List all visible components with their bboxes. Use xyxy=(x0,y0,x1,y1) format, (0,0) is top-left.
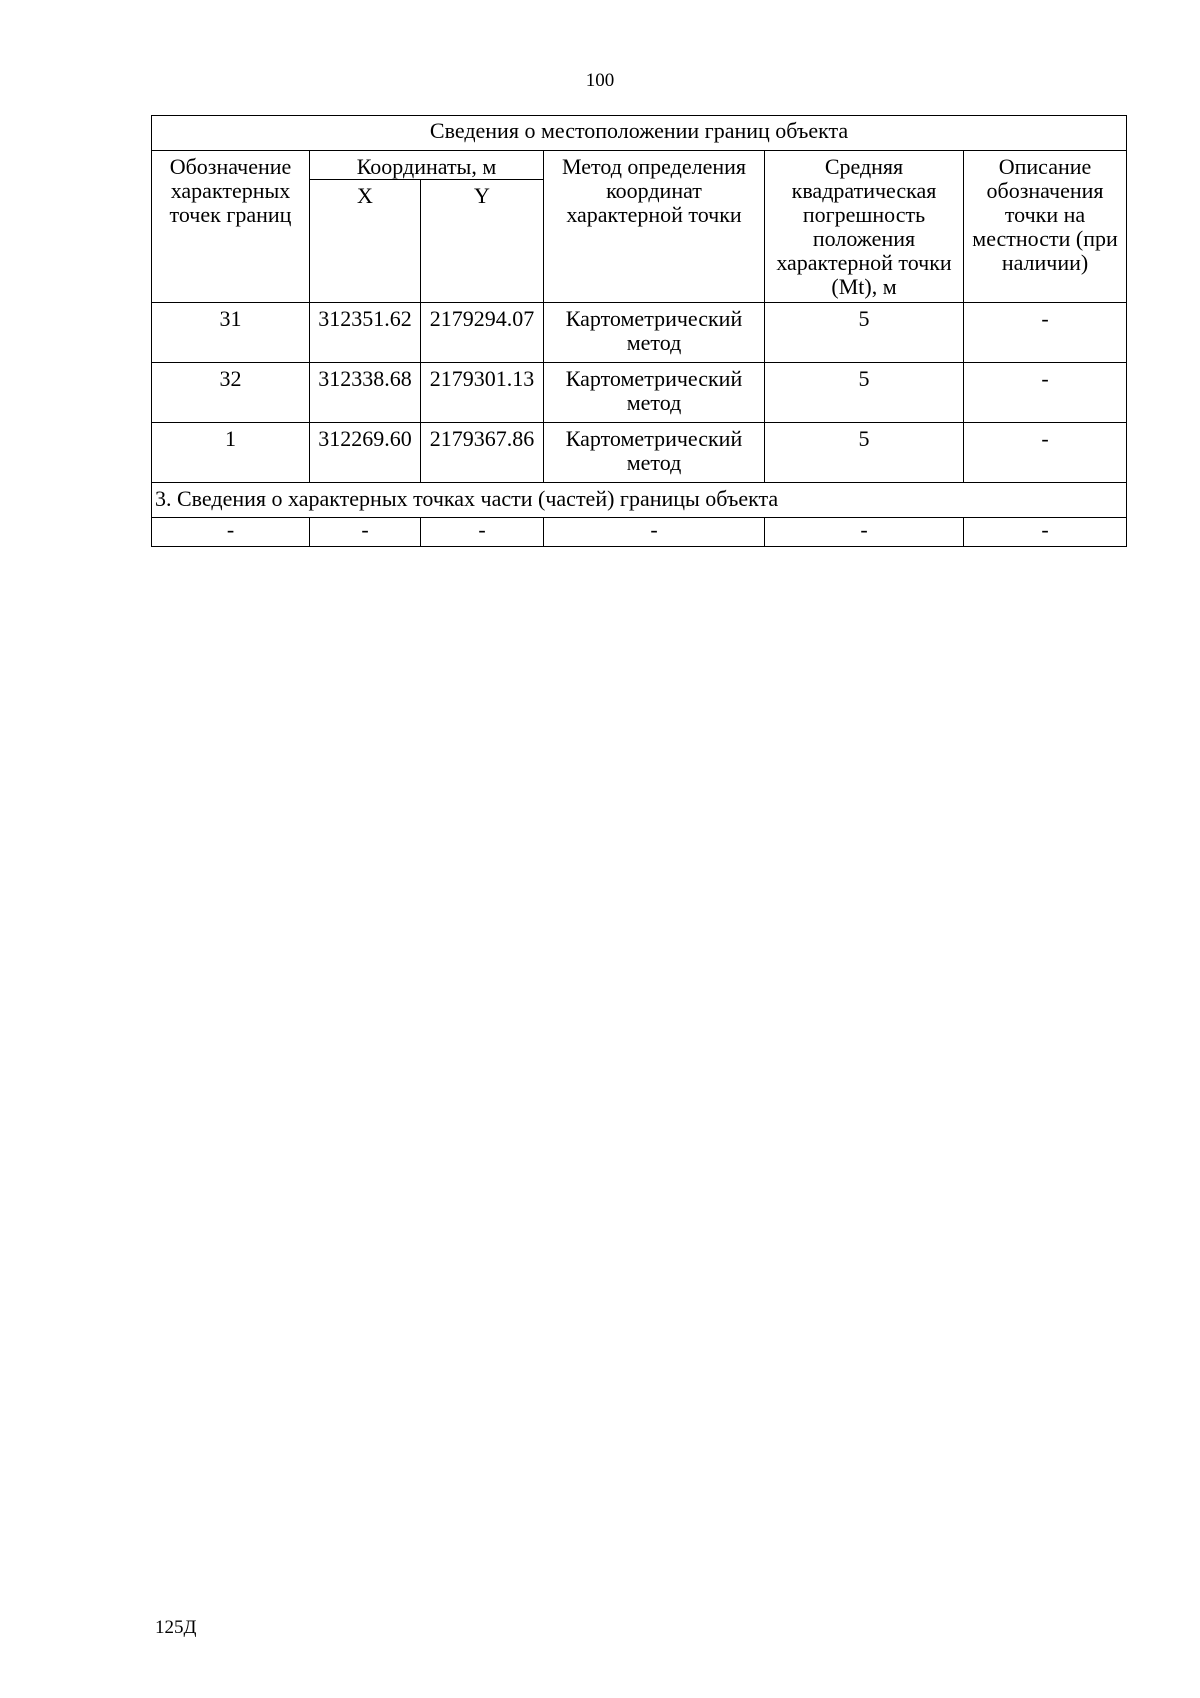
header-method: Метод определения координат характерной точки xyxy=(544,151,765,303)
header-error: Средняя квадратическая погрешность положения характерной точки (Mt), м xyxy=(765,151,964,303)
cell-point: 31 xyxy=(152,303,310,363)
page-number: 100 xyxy=(585,70,615,91)
cell-point: 1 xyxy=(152,423,310,483)
table-row xyxy=(152,423,1127,483)
table-row xyxy=(152,363,1127,423)
table-row xyxy=(152,303,1127,363)
cell-method: Картометрический метод xyxy=(544,363,765,423)
table-title: Сведения о местоположении границ объекта xyxy=(152,116,1127,151)
table-row xyxy=(152,518,1127,547)
cell-empty: - xyxy=(964,518,1127,547)
cell-empty: - xyxy=(152,518,310,547)
cell-error: 5 xyxy=(765,363,964,423)
cell-point: 32 xyxy=(152,363,310,423)
header-y: Y xyxy=(421,180,544,303)
cell-method: Картометрический метод xyxy=(544,303,765,363)
cell-y: 2179294.07 xyxy=(421,303,544,363)
header-point: Обозначение характерных точек границ xyxy=(152,151,310,303)
cell-description: - xyxy=(964,363,1127,423)
cell-x: 312338.68 xyxy=(310,363,421,423)
header-row xyxy=(152,151,1127,180)
cell-error: 5 xyxy=(765,423,964,483)
cell-empty: - xyxy=(765,518,964,547)
header-description: Описание обозначения точки на местности (при наличии) xyxy=(964,151,1127,303)
cell-error: 5 xyxy=(765,303,964,363)
cell-y: 2179301.13 xyxy=(421,363,544,423)
cell-description: - xyxy=(964,423,1127,483)
boundary-coordinates-table xyxy=(151,115,1127,547)
section-title: 3. Сведения о характерных точках части (частей) границы объекта xyxy=(152,483,1127,518)
cell-x: 312269.60 xyxy=(310,423,421,483)
section-title-row xyxy=(152,483,1127,518)
cell-empty: - xyxy=(544,518,765,547)
header-x: X xyxy=(310,180,421,303)
cell-empty: - xyxy=(310,518,421,547)
table-title-row xyxy=(152,116,1127,151)
cell-method: Картометрический метод xyxy=(544,423,765,483)
header-coords: Координаты, м xyxy=(310,151,544,180)
cell-empty: - xyxy=(421,518,544,547)
cell-x: 312351.62 xyxy=(310,303,421,363)
cell-description: - xyxy=(964,303,1127,363)
footer-code: 125Д xyxy=(155,1617,197,1638)
cell-y: 2179367.86 xyxy=(421,423,544,483)
